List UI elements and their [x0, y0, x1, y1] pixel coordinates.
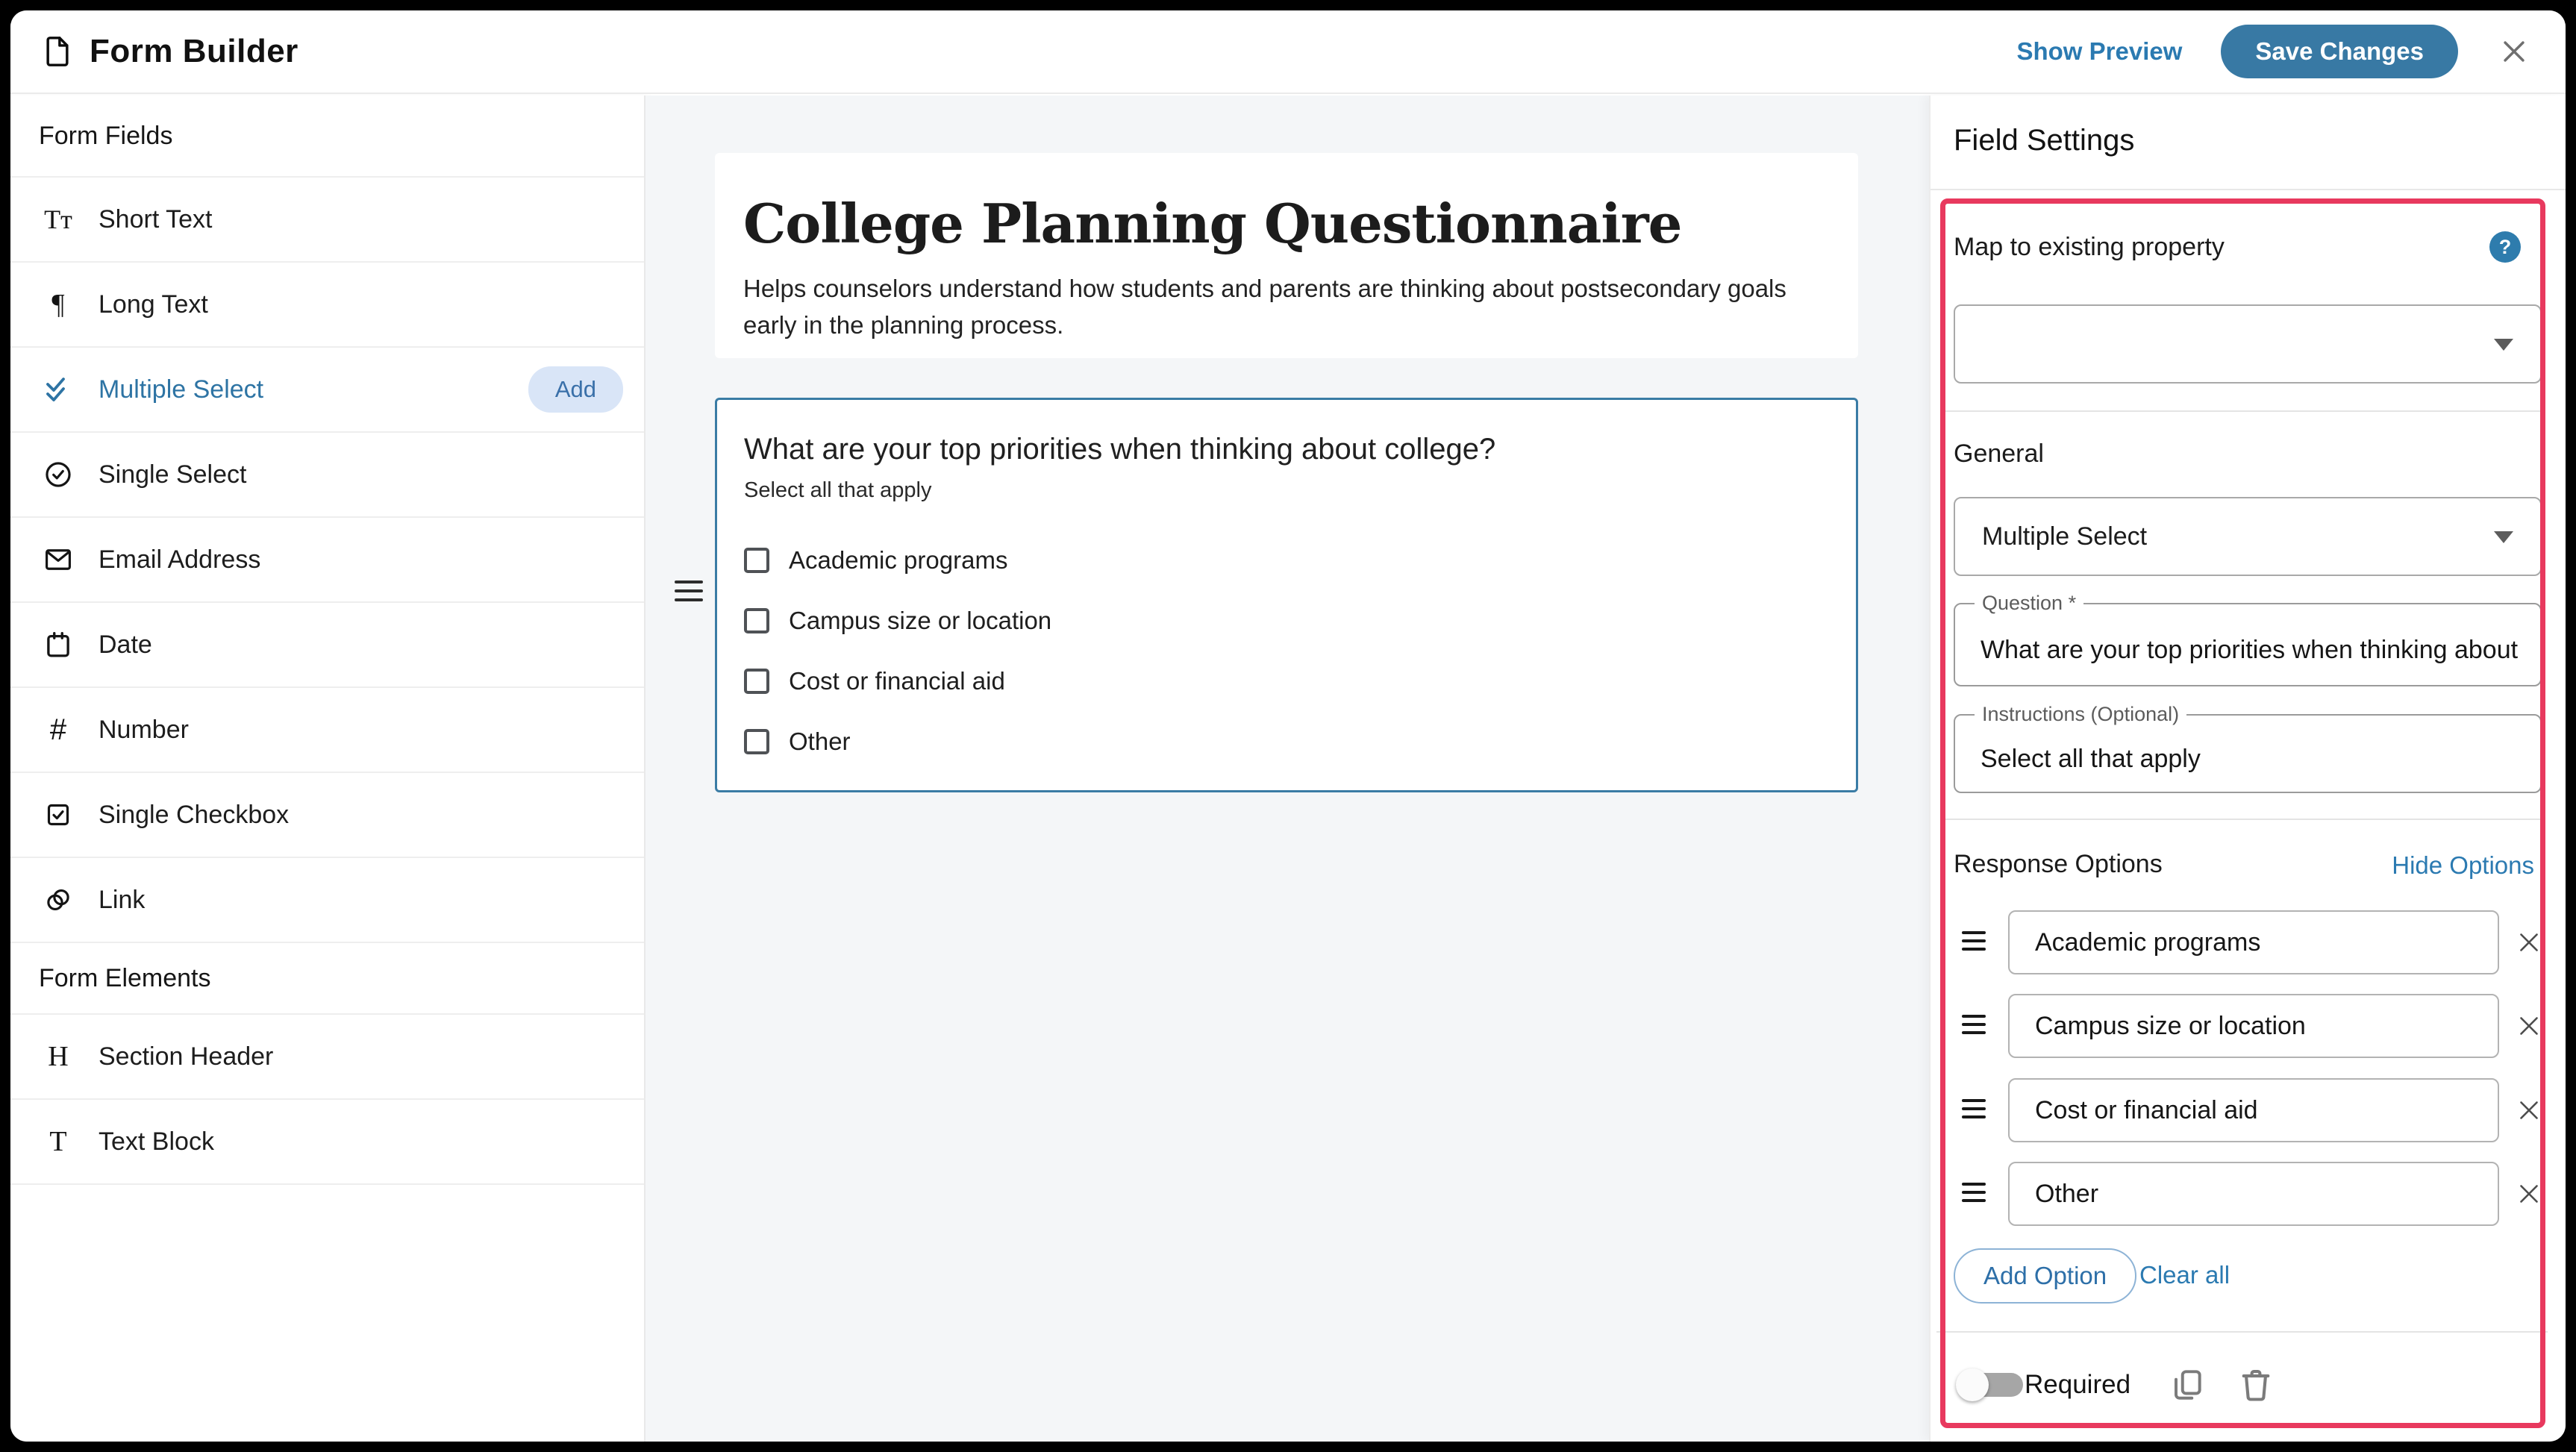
option-drag-handle-icon[interactable] [1962, 1015, 1986, 1034]
date-icon [39, 629, 78, 660]
hide-options-link[interactable]: Hide Options [2392, 851, 2534, 879]
option-drag-handle-icon[interactable] [1962, 931, 1986, 951]
text-block-icon: T [49, 1126, 67, 1157]
response-option-row [1931, 994, 2566, 1058]
sidebar-section-form-elements: Form Elements [10, 943, 644, 1015]
show-preview-link[interactable]: Show Preview [2016, 37, 2183, 65]
instructions-field [1954, 703, 2542, 793]
number-icon: # [49, 713, 67, 746]
question-field-label: Question * [1975, 592, 2083, 615]
add-field-button[interactable]: Add [528, 366, 623, 413]
help-icon[interactable]: ? [2489, 231, 2521, 263]
option-input-2[interactable] [2010, 995, 2498, 1057]
header-left [40, 33, 298, 70]
save-changes-button[interactable]: Save Changes [2221, 25, 2458, 78]
remove-option-icon[interactable] [2513, 1177, 2545, 1210]
question-instructions: Select all that apply [744, 478, 932, 502]
divider [1942, 410, 2542, 412]
sidebar-item-date[interactable]: Date [10, 603, 644, 688]
sidebar-item-link[interactable]: Link [10, 858, 644, 943]
form-canvas [645, 96, 1929, 1442]
response-option-row [1931, 1162, 2566, 1226]
map-property-label: Map to existing property [1954, 233, 2225, 261]
option-input-1[interactable] [2010, 912, 2498, 973]
divider [1931, 189, 2566, 190]
divider [1942, 819, 2542, 820]
question-input[interactable] [1955, 604, 2540, 685]
checkbox-cost-financial-aid[interactable] [744, 669, 769, 694]
chevron-down-icon [2494, 531, 2513, 543]
header-actions [2016, 25, 2531, 78]
sidebar-item-short-text[interactable]: Tᴛ Short Text [10, 178, 644, 263]
divider [1936, 1331, 2548, 1333]
panel-title: Field Settings [1954, 124, 2135, 157]
duplicate-field-icon[interactable] [2166, 1364, 2208, 1406]
option-input-4[interactable] [2010, 1163, 2498, 1224]
instructions-input[interactable] [1955, 716, 2540, 792]
header [10, 10, 2566, 94]
option-input-3[interactable] [2010, 1080, 2498, 1141]
single-checkbox-icon [39, 800, 78, 830]
delete-field-icon[interactable] [2235, 1364, 2277, 1406]
document-icon [40, 34, 75, 69]
required-toggle[interactable] [1956, 1368, 2033, 1401]
section-header-icon: H [48, 1041, 69, 1072]
clear-all-link[interactable]: Clear all [2139, 1261, 2230, 1289]
link-icon [39, 884, 78, 916]
sidebar-item-single-checkbox[interactable]: Single Checkbox [10, 773, 644, 858]
add-option-button[interactable]: Add Option [1954, 1248, 2136, 1304]
sidebar-item-text-block[interactable]: T Text Block [10, 1100, 644, 1185]
remove-option-icon[interactable] [2513, 926, 2545, 959]
sidebar-item-number[interactable]: # Number [10, 688, 644, 773]
map-property-select[interactable] [1954, 304, 2542, 384]
checkbox-campus-size[interactable] [744, 608, 769, 633]
form-description: Helps counselors understand how students and parents are thinking about postsecondary goals early in the planning process. [743, 275, 1786, 339]
sidebar-form-fields [10, 96, 645, 1442]
sidebar-item-email-address[interactable]: Email Address [10, 518, 644, 603]
chevron-down-icon [2494, 339, 2513, 351]
instructions-field-label: Instructions (Optional) [1975, 703, 2186, 726]
close-icon[interactable] [2497, 34, 2531, 69]
remove-option-icon[interactable] [2513, 1094, 2545, 1127]
single-select-icon [39, 459, 78, 490]
option-row: Campus size or location [744, 602, 1829, 639]
sidebar-item-long-text[interactable]: ¶ Long Text [10, 263, 644, 348]
response-option-row [1931, 910, 2566, 974]
option-drag-handle-icon[interactable] [1962, 1099, 1986, 1118]
form-title: College Planning Questionnaire [743, 192, 1682, 255]
form-title-card[interactable] [715, 153, 1858, 358]
field-type-select[interactable]: Multiple Select [1954, 497, 2542, 576]
checkbox-academic-programs[interactable] [744, 548, 769, 573]
response-options-label: Response Options [1954, 850, 2163, 878]
content [10, 96, 2566, 1442]
checkbox-other[interactable] [744, 729, 769, 754]
sidebar-section-form-fields: Form Fields [10, 96, 644, 178]
form-builder-window [10, 10, 2566, 1442]
email-icon [39, 544, 78, 575]
app-title: Form Builder [90, 33, 298, 69]
question-card-selected[interactable] [715, 398, 1858, 792]
multiple-select-icon [39, 373, 78, 406]
question-options [744, 542, 1829, 760]
general-section-label: General [1954, 439, 2044, 468]
field-settings-panel [1929, 96, 2566, 1442]
short-text-icon: Tᴛ [44, 204, 72, 234]
sidebar-item-single-select[interactable]: Single Select [10, 433, 644, 518]
question-field [1954, 592, 2542, 686]
question-text: What are your top priorities when thinking about college? [744, 433, 1496, 466]
option-row: Cost or financial aid [744, 663, 1829, 700]
required-label: Required [2025, 1370, 2131, 1399]
sidebar-item-section-header[interactable]: H Section Header [10, 1015, 644, 1100]
option-row: Other [744, 723, 1829, 760]
question-drag-handle-icon[interactable] [675, 581, 703, 601]
sidebar-item-multiple-select[interactable]: Multiple Select Add [10, 348, 644, 433]
option-drag-handle-icon[interactable] [1962, 1183, 1986, 1202]
option-row: Academic programs [744, 542, 1829, 579]
remove-option-icon[interactable] [2513, 1010, 2545, 1042]
long-text-icon: ¶ [51, 289, 65, 320]
response-option-row [1931, 1078, 2566, 1142]
